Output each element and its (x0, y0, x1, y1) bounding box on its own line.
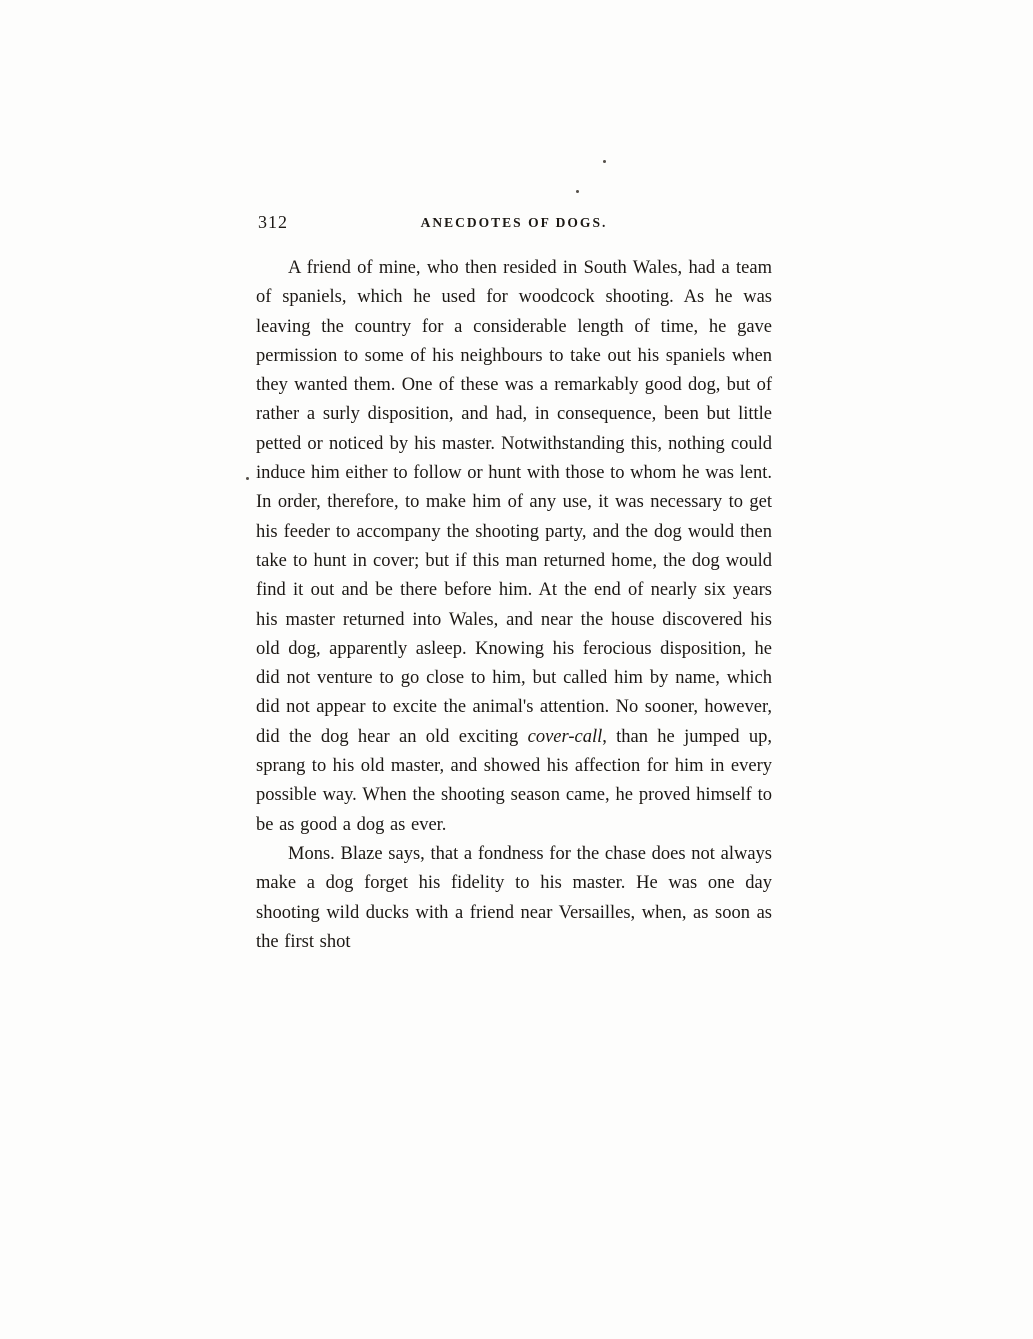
text-block (256, 212, 772, 957)
text-run: , than he jumped up, sprang to his old master, and showed his affection for him in every possible way. When the shooting season came, he proved himself to be as good a dog as ever. (256, 726, 772, 835)
text-run: A friend of mine, who then resided in South Wales, had a team of spaniels, which he used for woodcock shooting. As he was leaving the country for a considerable length of time, he gave permission to some of his neighbours to take out his spaniels when they wanted them. One of these was a remarkably good dog, but of rather a surly disposition, and had, in consequence, been but little petted or noticed by his master. Notwithstanding this, nothing could induce him either to follow or hunt with those to whom he was lent. In order, therefore, to make him of any use, it was necessary to get his feeder to accompany the shooting party, and the dog would then take to hunt in cover; but if this man returned home, the dog would find it out and be there before him. At the end of nearly six years his master returned into Wales, and near the house discovered his old dog, apparently asleep. Knowing his ferocious disposition, he did not venture to go close to him, but called him by name, which did not appear to excite the animal's attention. No sooner, however, did the dog hear an old exciting (256, 258, 772, 747)
italic-text-run: cover-call (527, 726, 603, 747)
paragraph (256, 254, 772, 840)
page-body (256, 254, 772, 957)
scan-speck (246, 477, 249, 480)
paragraph (256, 840, 772, 957)
page-number: 312 (258, 212, 288, 232)
scan-speck (603, 160, 606, 163)
scan-speck (576, 190, 579, 193)
text-run: Mons. Blaze says, that a fondness for the chase does not always make a dog forget his fidelity to his master. He was one day shooting wild ducks with a friend near Versailles, when, as soon as the first shot (256, 843, 772, 952)
running-title: ANECDOTES OF DOGS. (420, 215, 608, 230)
page-header (256, 212, 772, 254)
